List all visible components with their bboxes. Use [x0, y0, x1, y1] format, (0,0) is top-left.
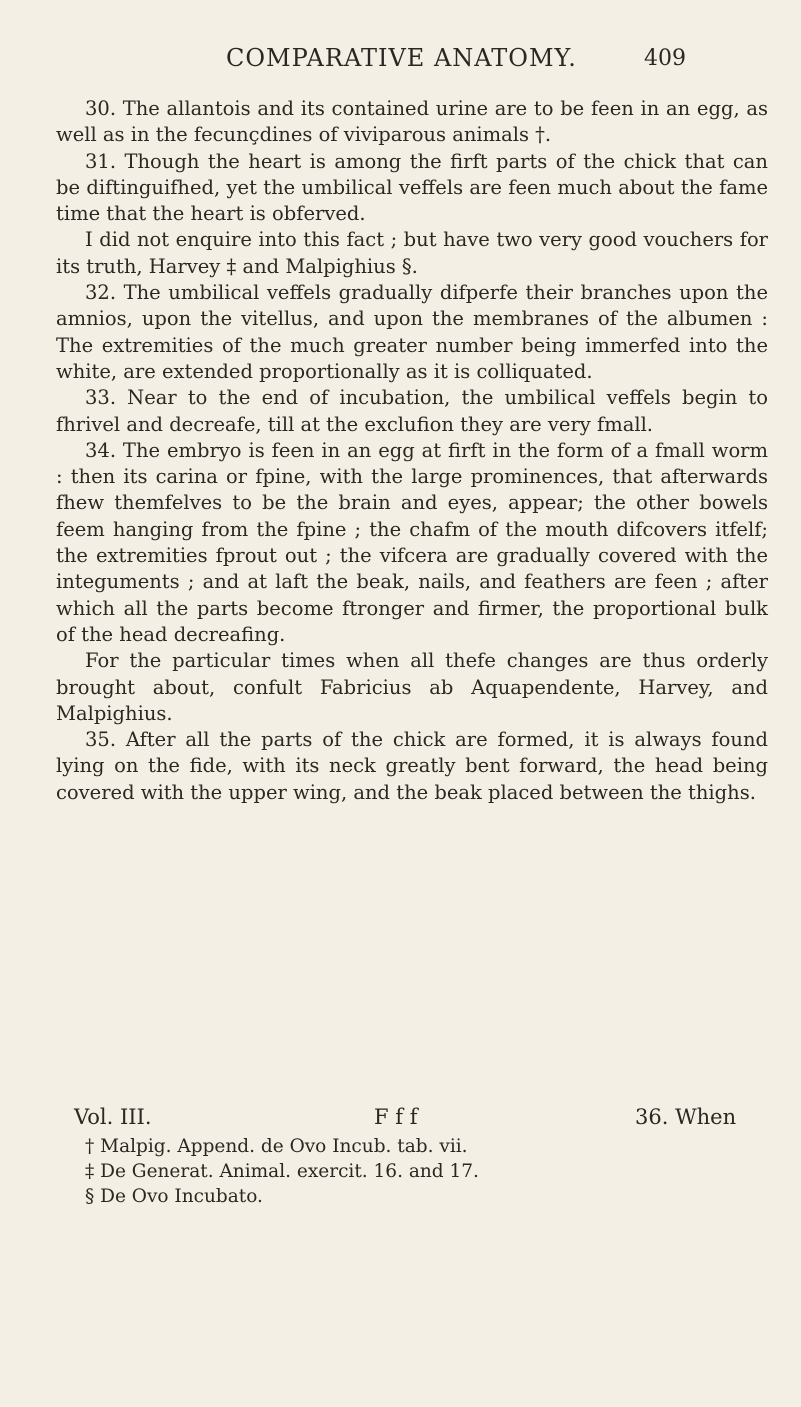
page-number: 409	[644, 46, 686, 71]
body-text	[56, 96, 768, 806]
signature-line	[56, 1105, 768, 1135]
catchword: 36. When	[635, 1105, 737, 1129]
paragraph-35: 35. After all the parts of the chick are formed, it is always found lying on the fide, with its neck greatly bent forward, the head being covered with the upper wing, and the beak placed between the thighs.	[56, 728, 768, 804]
volume-label: Vol. III.	[74, 1105, 152, 1129]
footnote-dagger: † Malpig. Append. de Ovo Incub. tab. vii.	[85, 1136, 468, 1157]
paragraph-31-note: I did not enquire into this fact ; but have two very good vouchers for its truth, Harvey ‡ and Malpighius §.	[56, 228, 768, 278]
footnotes	[85, 1134, 765, 1209]
paragraph-34: 34. The embryo is feen in an egg at firft in the form of a fmall worm : then its carina or fpine, with the large prominences, that afterwards fhew themfelves to be the brain and eyes, appear; the other bowels feem hanging from the fpine ; the chafm of the mouth difcovers itfelf; the extremities fprout out ; the vifcera are gradually covered with the integuments ; and at laft the beak, nails, and feathers are feen ; after which all the parts become ftronger and firmer, the proportional bulk of the head decreafing.	[56, 438, 768, 646]
paragraph-30: 30. The allantois and its contained urine are to be feen in an egg, as well as in the fecunçdines of viviparous animals †.	[56, 97, 768, 147]
footnote-double-dagger: ‡ De Generat. Animal. exercit. 16. and 17.	[85, 1161, 479, 1182]
paragraph-31: 31. Though the heart is among the firft parts of the chick that can be diftinguifhed, yet the umbilical veffels are feen much about the fame time that the heart is obferved.	[56, 149, 768, 226]
running-head: COMPARATIVE ANATOMY.	[226, 44, 577, 72]
paragraph-32: 32. The umbilical veffels gradually difperfe their branches upon the amnios, upon the vitellus, and upon the membranes of the albumen : The extremities of the much greater number being immerfed into the white, are extended proportionally as it is colliquated.	[56, 281, 768, 383]
paragraph-34-note: For the particular times when all thefe changes are thus orderly brought about, confult Fabricius ab Aquapendente, Harvey, and Malpighius.	[56, 649, 768, 725]
page-header	[0, 44, 801, 84]
paragraph-33: 33. Near to the end of incubation, the umbilical veffels begin to fhrivel and decreafe, till at the exclufion they are very fmall.	[56, 386, 768, 436]
signature-mark: F f f	[374, 1105, 418, 1129]
footnote-section: § De Ovo Incubato.	[85, 1186, 263, 1207]
